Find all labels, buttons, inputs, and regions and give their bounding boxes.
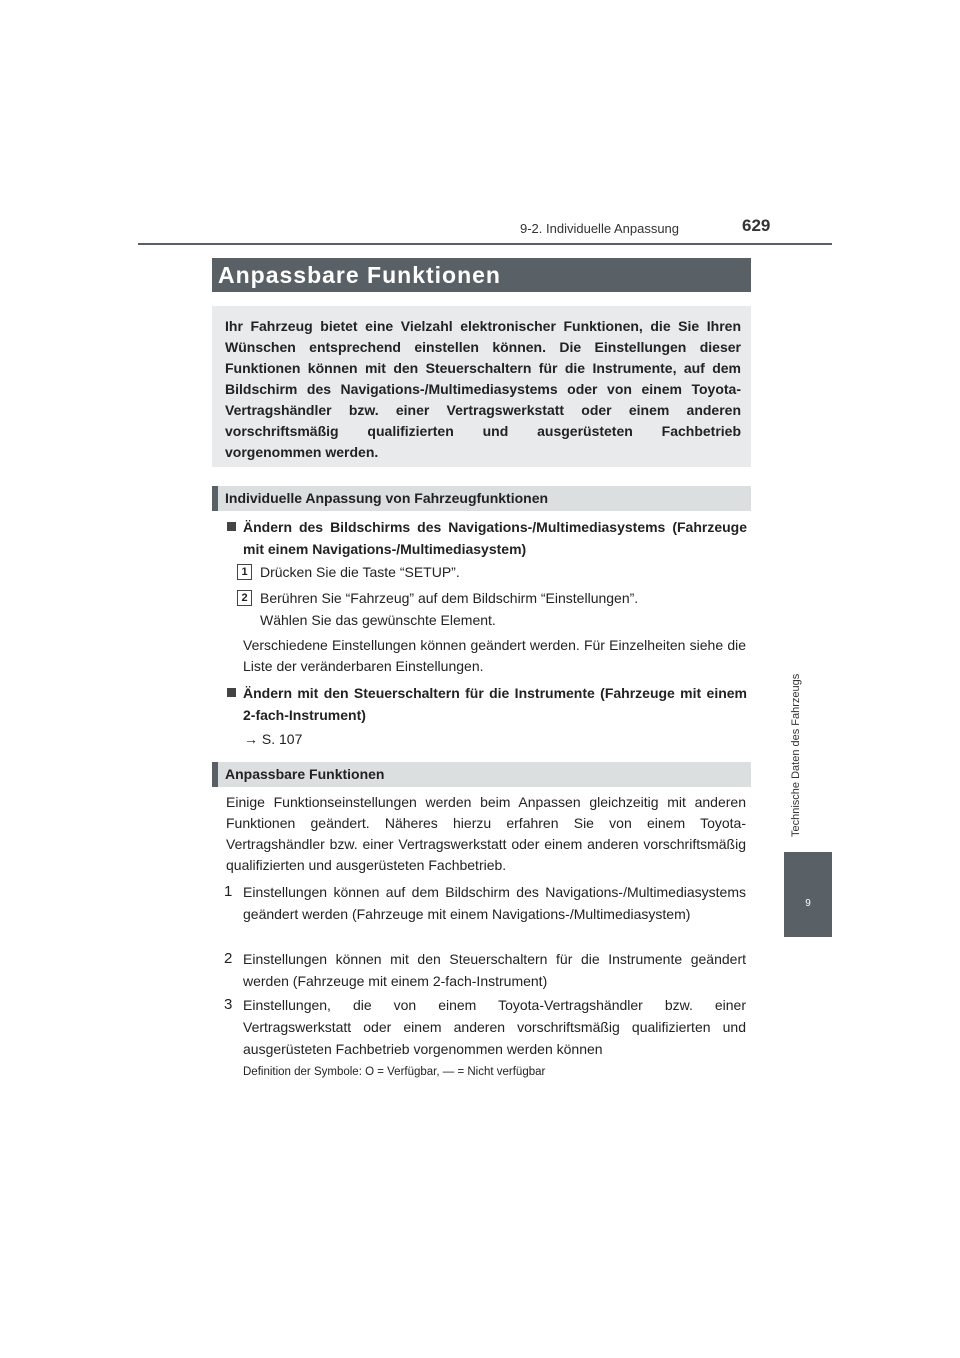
header-rule — [138, 243, 832, 245]
numbered-item-3 — [224, 994, 746, 1060]
step-1 — [237, 562, 460, 582]
intro-box — [212, 306, 751, 467]
section-heading-functions: Anpassbare Funktionen — [212, 762, 751, 787]
bullet-navigation-screen — [227, 516, 747, 560]
arrow-right-icon: → — [244, 731, 258, 747]
step-text: Berühren Sie “Fahrzeug” auf dem Bildschirm “Einstellungen”. — [260, 590, 639, 606]
step-2 — [237, 588, 638, 608]
side-chapter-title: Technische Daten des Fahrzeugs — [790, 673, 802, 837]
item-text: Einstellungen, die von einem Toyota-Vertragshändler bzw. einer Vertragswerkstatt oder einem anderen vorschriftsmäßig qualifizierten und ausgerüsteten Fachbetrieb vorgenommen werden können — [243, 997, 746, 1057]
running-header-section: 9-2. Individuelle Anpassung — [520, 221, 680, 236]
page-title: Anpassbare Funktionen — [212, 258, 751, 292]
chapter-number: 9 — [805, 898, 811, 909]
item-number: 1 — [224, 883, 233, 900]
step-2-continued: Wählen Sie das gewünschte Element. — [260, 612, 496, 628]
symbol-legend: Definition der Symbole: O = Verfügbar, — = Nicht verfügbar — [243, 1066, 546, 1078]
page-reference-link[interactable]: S. 107 — [261, 731, 303, 747]
page-reference — [244, 729, 302, 749]
intro-text: Ihr Fahrzeug bietet eine Vielzahl elektronischer Funktionen, die Sie Ihren Wünschen entsprechend einstellen können. Die Einstellungen dieser Funktionen können mit den Steuerschaltern für die Instrumente, auf dem Bildschirm des Navigations-/Multimediasystems oder von einem Toyota-Vertragshändler bzw. einer Vertragswerkstatt oder einem anderen vorschriftsmäßig qualifizierten und ausgerüsteten Fachbetrieb vorgenommen werden. — [225, 318, 741, 460]
step-number-badge: 1 — [237, 564, 252, 580]
item-text: Einstellungen können mit den Steuerschaltern für die Instrumente geändert werden (Fahrzeuge mit einem 2-fach-Instrument) — [243, 951, 746, 989]
step-text: Drücken Sie die Taste “SETUP”. — [260, 564, 460, 580]
item-number: 2 — [224, 950, 233, 967]
bullet-instrument-switches — [227, 682, 747, 726]
functions-paragraph: Einige Funktionseinstellungen werden beim Anpassen gleichzeitig mit anderen Funktionen geändert. Näheres hierzu erfahren Sie von einem Toyota-Vertragshändler bzw. einer Vertragswerkstatt oder einem anderen vorschriftsmäßig qualifizierten und ausgerüsteten Fachbetrieb. — [226, 794, 746, 873]
bullet-text: Ändern des Bildschirms des Navigations-/Multimediasystems (Fahrzeuge mit einem Navigations-/Multimediasystem) — [243, 519, 747, 557]
page-number: 629 — [742, 216, 771, 235]
settings-note: Verschiedene Einstellungen können geändert werden. Für Einzelheiten siehe die Liste der veränderbaren Einstellungen. — [243, 637, 746, 674]
bullet-square-icon — [227, 688, 236, 697]
bullet-square-icon — [227, 522, 236, 531]
chapter-tab — [784, 852, 832, 937]
bullet-text: Ändern mit den Steuerschaltern für die Instrumente (Fahrzeuge mit einem 2-fach-Instrument) — [243, 685, 747, 723]
item-number: 3 — [224, 996, 233, 1013]
numbered-item-2 — [224, 948, 746, 992]
numbered-item-1 — [224, 881, 746, 925]
step-number-badge: 2 — [237, 590, 252, 606]
item-text: Einstellungen können auf dem Bildschirm des Navigations-/Multimediasystems geändert werden (Fahrzeuge mit einem Navigations-/Multimediasystem) — [243, 884, 746, 922]
section-heading-individual: Individuelle Anpassung von Fahrzeugfunktionen — [212, 486, 751, 511]
